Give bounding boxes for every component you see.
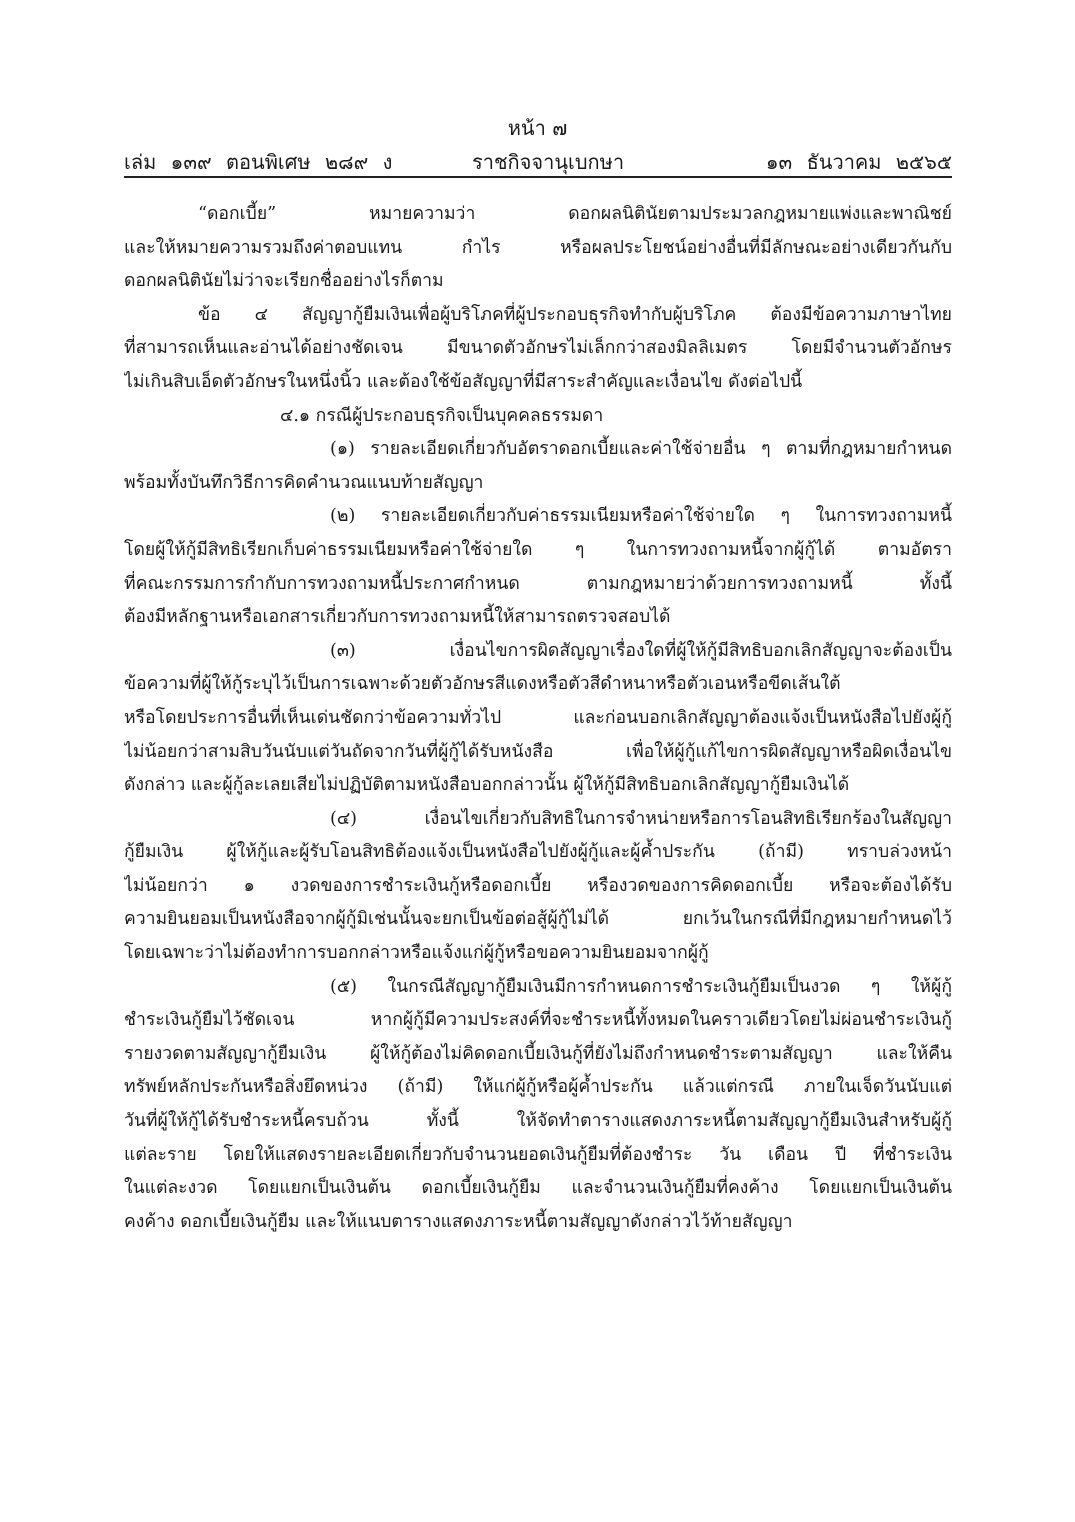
- header-section-number: ๒๘๙: [324, 150, 369, 174]
- page-number: หน้า ๗: [507, 116, 568, 140]
- body-line: ต้องมีหลักฐานหรือเอกสารเกี่ยวกับการทวงถามหนี้ให้สามารถตรวจสอบได้: [124, 607, 671, 628]
- header-date-year: ๒๕๖๕: [895, 150, 952, 174]
- body-line: ข้อความที่ผู้ให้กู้ระบุไว้เป็นการเฉพาะด้วยตัวอักษรสีแดงหรือตัวสีดำหนาหรือตัวเอนหรือขีดเส้นใต้: [124, 674, 841, 695]
- header-date-month: ธันวาคม: [806, 150, 882, 174]
- body-line: ไม่น้อยกว่าสามสิบวันนับแต่วันถัดจากวันที่ผู้กู้ได้รับหนังสือ เพื่อให้ผู้กู้แก้ไขการผิดสัญญาหรือผิดเงื่อนไข: [124, 741, 952, 762]
- body-line: คงค้าง ดอกเบี้ยเงินกู้ยืม และให้แนบตารางแสดงภาระหนี้ตามสัญญาดังกล่าวไว้ท้ายสัญญา: [124, 1211, 793, 1232]
- body-line: (๑) รายละเอียดเกี่ยวกับอัตราดอกเบี้ยและค่าใช้จ่ายอื่น ๆ ตามที่กฎหมายกำหนด: [330, 439, 952, 460]
- body-line: (๒) รายละเอียดเกี่ยวกับค่าธรรมเนียมหรือค่าใช้จ่ายใด ๆ ในการทวงถามหนี้: [330, 506, 952, 527]
- header-date-day: ๑๓: [765, 150, 793, 174]
- body-line: หรือโดยประการอื่นที่เห็นเด่นชัดกว่าข้อความทั่วไป และก่อนบอกเลิกสัญญาต้องแจ้งเป็นหนังสือไปยังผู้กู้: [124, 707, 952, 728]
- body-line: กู้ยืมเงิน ผู้ให้กู้และผู้รับโอนสิทธิต้องแจ้งเป็นหนังสือไปยังผู้กู้และผู้ค้ำประกัน (ถ้ามี) ทราบล่วงหน้า: [124, 842, 952, 863]
- body-line: โดยเฉพาะว่าไม่ต้องทำการบอกกล่าวหรือแจ้งแก่ผู้กู้หรือขอความยินยอมจากผู้กู้: [124, 943, 709, 964]
- header-volume-section: [124, 146, 400, 178]
- body-line: ๔.๑ กรณีผู้ประกอบธุรกิจเป็นบุคคลธรรมดา: [280, 405, 604, 426]
- header-volume-number: ๑๓๙: [170, 150, 212, 174]
- body-line: รายงวดตามสัญญากู้ยืมเงิน ผู้ให้กู้ต้องไม่คิดดอกเบี้ยเงินกู้ที่ยังไม่ถึงกำหนดชำระตามสัญญา และให้คืน: [124, 1043, 952, 1064]
- document-body: [124, 198, 952, 1239]
- header-date: [758, 146, 952, 178]
- body-line: ข้อ ๔ สัญญากู้ยืมเงินเพื่อผู้บริโภคที่ผู้ประกอบธุรกิจทำกับผู้บริโภค ต้องมีข้อความภาษาไทย: [198, 304, 952, 325]
- body-line: ดังกล่าว และผู้กู้ละเลยเสียไม่ปฏิบัติตามหนังสือบอกกล่าวนั้น ผู้ให้กู้มีสิทธิบอกเลิกสัญญากู้ยืมเงินได้: [124, 775, 850, 796]
- body-line: และให้หมายความรวมถึงค่าตอบแทน กำไร หรือผลประโยชน์อย่างอื่นที่มีลักษณะอย่างเดียวกันกับ: [124, 237, 952, 258]
- header-section-label: ตอนพิเศษ: [226, 150, 311, 174]
- body-line: (๔) เงื่อนไขเกี่ยวกับสิทธิในการจำหน่ายหรือการโอนสิทธิเรียกร้องในสัญญา: [330, 808, 952, 829]
- body-line: วันที่ผู้ให้กู้ได้รับชำระหนี้ครบถ้วน ทั้งนี้ ให้จัดทำตารางแสดงภาระหนี้ตามสัญญากู้ยืมเงินสำหรับผู้กู้: [124, 1111, 952, 1132]
- body-line: “ดอกเบี้ย” หมายความว่า ดอกผลนิตินัยตามประมวลกฎหมายแพ่งและพาณิชย์: [198, 204, 952, 224]
- gazette-header: [124, 146, 952, 176]
- body-line: แต่ละราย โดยให้แสดงรายละเอียดเกี่ยวกับจำนวนยอดเงินกู้ยืมที่ต้องชำระ วัน เดือน ปี ที่ชำระเงิน: [124, 1144, 952, 1165]
- body-line: (๕) ในกรณีสัญญากู้ยืมเงินมีการกำหนดการชำระเงินกู้ยืมเป็นงวด ๆ ให้ผู้กู้: [330, 976, 952, 997]
- body-line: ไม่น้อยกว่า ๑ งวดของการชำระเงินกู้หรือดอกเบี้ย หรืองวดของการคิดดอกเบี้ย หรือจะต้องได้รับ: [124, 875, 952, 896]
- body-line: ที่สามารถเห็นและอ่านได้อย่างชัดเจน มีขนาดตัวอักษรไม่เล็กกว่าสองมิลลิเมตร โดยมีจำนวนตัวอักษร: [124, 338, 952, 359]
- body-line: ไม่เกินสิบเอ็ดตัวอักษรในหนึ่งนิ้ว และต้องใช้ข้อสัญญาที่มีสาระสำคัญและเงื่อนไข ดังต่อไปนี้: [124, 371, 803, 392]
- header-volume-label: เล่ม: [124, 150, 157, 174]
- body-line: ที่คณะกรรมการกำกับการทวงถามหนี้ประกาศกำหนด ตามกฎหมายว่าด้วยการทวงถามหนี้ ทั้งนี้: [124, 573, 952, 594]
- body-line: ชำระเงินกู้ยืมไว้ชัดเจน หากผู้กู้มีความประสงค์ที่จะชำระหนี้ทั้งหมดในคราวเดียวโดยไม่ผ่อนชำระเงินกู้: [124, 1010, 952, 1031]
- header-section-letter: ง: [382, 150, 393, 174]
- body-line: ความยินยอมเป็นหนังสือจากผู้กู้มิเช่นนั้นจะยกเป็นข้อต่อสู้ผู้กู้ไม่ได้ ยกเว้นในกรณีที่มีกฎหมายกำหนดไว้: [124, 909, 952, 930]
- body-line: ในแต่ละงวด โดยแยกเป็นเงินต้น ดอกเบี้ยเงินกู้ยืม และจำนวนเงินกู้ยืมที่คงค้าง โดยแยกเป็นเงินต้น: [124, 1178, 952, 1199]
- body-line: โดยผู้ให้กู้มีสิทธิเรียกเก็บค่าธรรมเนียมหรือค่าใช้จ่ายใด ๆ ในการทวงถามหนี้จากผู้กู้ได้ ตามอัตรา: [124, 539, 952, 560]
- body-line: ทรัพย์หลักประกันหรือสิ่งยึดหน่วง (ถ้ามี) ให้แก่ผู้กู้หรือผู้ค้ำประกัน แล้วแต่กรณี ภายในเจ็ดวันนับแต่: [124, 1077, 952, 1098]
- body-line: ดอกผลนิตินัยไม่ว่าจะเรียกชื่ออย่างไรก็ตาม: [124, 271, 444, 292]
- header-publication-title: ราชกิจจานุเบกษา: [472, 150, 625, 174]
- header-divider: [124, 176, 952, 178]
- body-line: (๓) เงื่อนไขการผิดสัญญาเรื่องใดที่ผู้ให้กู้มีสิทธิบอกเลิกสัญญาจะต้องเป็น: [330, 640, 952, 661]
- body-line: พร้อมทั้งบันทึกวิธีการคิดคำนวณแนบท้ายสัญญา: [124, 472, 484, 493]
